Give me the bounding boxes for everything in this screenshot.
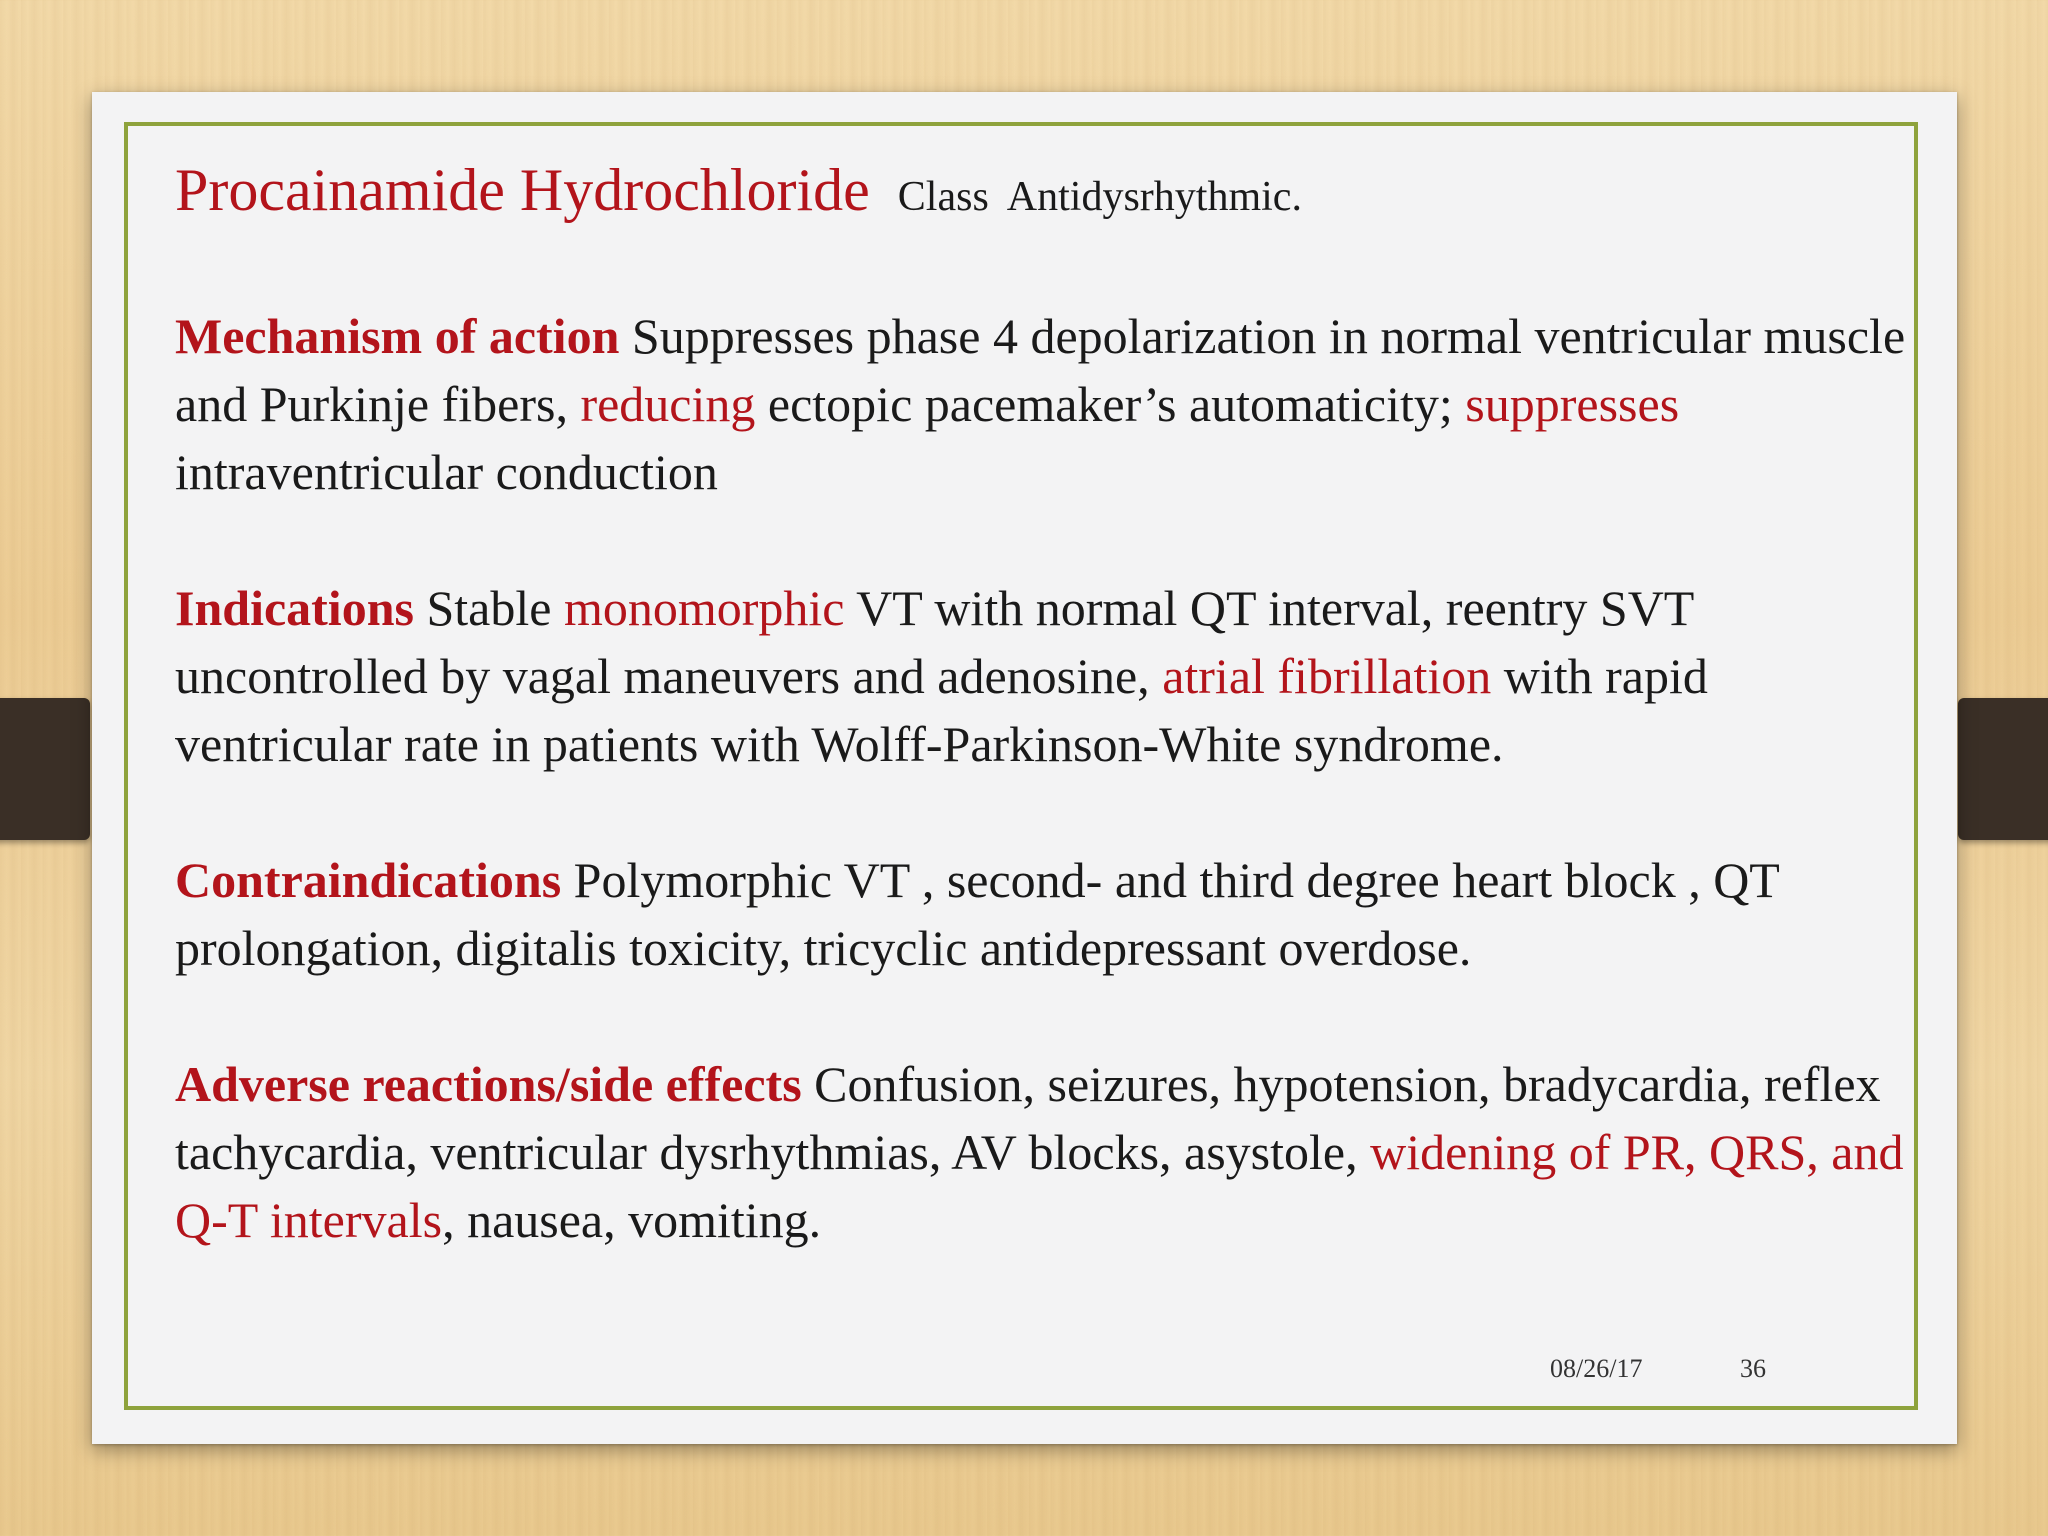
contraindications-paragraph bbox=[175, 846, 1915, 982]
indications-highlight-atrial-fibrillation: atrial fibrillation bbox=[1162, 648, 1492, 704]
left-binder-tab bbox=[0, 698, 90, 840]
slide-content bbox=[175, 150, 1915, 1254]
adverse-heading: Adverse reactions/side effects bbox=[175, 1056, 802, 1112]
footer-date: 08/26/17 bbox=[1550, 1354, 1643, 1383]
indications-text-1: Stable bbox=[413, 580, 564, 636]
mechanism-paragraph bbox=[175, 302, 1915, 506]
mechanism-text-2: ectopic pacemaker’s automaticity; bbox=[755, 376, 1466, 432]
contraindications-text: Polymorphic VT , second- and third degree heart block , QT prolongation, digitalis toxicity, tricyclic antidepressant overdose. bbox=[175, 852, 1779, 976]
adverse-paragraph bbox=[175, 1050, 1915, 1254]
slide-title: Procainamide Hydrochloride bbox=[175, 157, 870, 223]
mechanism-highlight-suppresses: suppresses bbox=[1465, 376, 1680, 432]
adverse-highlight-widening: widening of PR, QRS, and Q-T intervals bbox=[175, 1124, 1904, 1248]
indications-highlight-monomorphic: monomorphic bbox=[563, 580, 845, 636]
mechanism-text-1: Suppresses phase 4 depolarization in normal ventricular muscle and Purkinje fibers, bbox=[175, 308, 1906, 432]
footer-page-number: 36 bbox=[1740, 1354, 1766, 1383]
indications-text-3: with rapid ventricular rate in patients with Wolff-Parkinson-White syndrome. bbox=[175, 648, 1708, 772]
mechanism-text-3: intraventricular conduction bbox=[175, 444, 718, 500]
indications-heading: Indications bbox=[175, 580, 414, 636]
adverse-text-2: , nausea, vomiting. bbox=[442, 1192, 822, 1248]
adverse-text-1: Confusion, seizures, hypotension, bradycardia, reflex tachycardia, ventricular dysrhythmias, AV blocks, asystole, bbox=[175, 1056, 1881, 1180]
title-line bbox=[175, 150, 1915, 246]
right-binder-tab bbox=[1958, 698, 2048, 840]
indications-text-2: VT with normal QT interval, reentry SVT uncontrolled by vagal maneuvers and adenosine, bbox=[175, 580, 1694, 704]
class-label: Class bbox=[897, 174, 989, 220]
contraindications-heading: Contraindications bbox=[175, 852, 562, 908]
mechanism-highlight-reducing: reducing bbox=[580, 376, 756, 432]
class-value: Antidysrhythmic. bbox=[1006, 174, 1302, 220]
indications-paragraph bbox=[175, 574, 1915, 778]
mechanism-heading: Mechanism of action bbox=[175, 308, 620, 364]
